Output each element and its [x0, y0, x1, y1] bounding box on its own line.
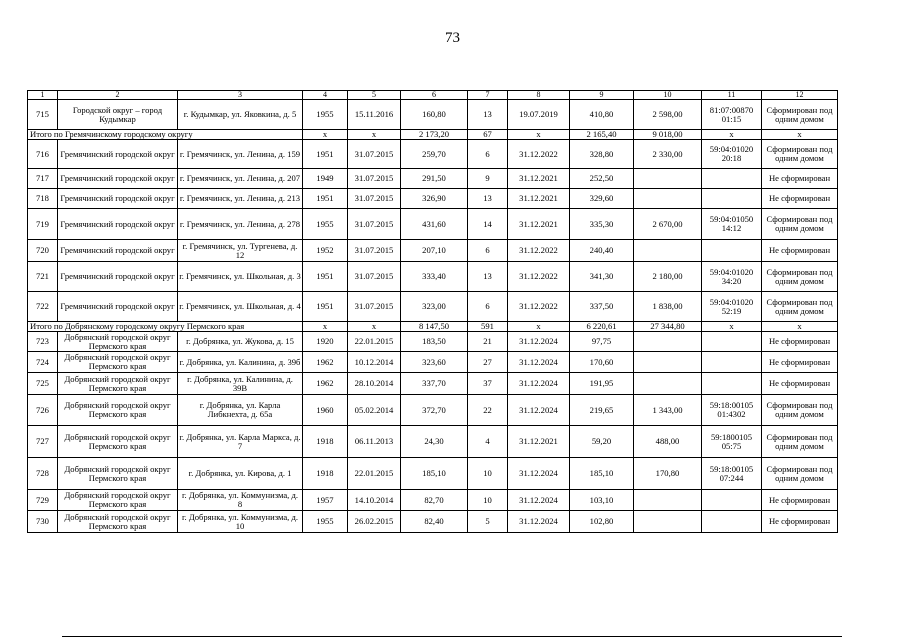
table-cell: 67 — [468, 130, 508, 140]
table-cell: 31.12.2022 — [508, 140, 570, 169]
table-cell — [702, 240, 762, 262]
table-cell: 06.11.2013 — [348, 426, 401, 458]
table-cell — [702, 352, 762, 373]
table-cell: x — [762, 130, 838, 140]
table-cell: 10.12.2014 — [348, 352, 401, 373]
column-number-row — [28, 91, 838, 100]
table-cell: 103,10 — [570, 490, 634, 511]
table-cell — [634, 189, 702, 209]
table-cell: г. Добрянка, ул. Карла Маркса, д. 7 — [178, 426, 303, 458]
table-cell: 31.12.2022 — [508, 240, 570, 262]
table-cell: 9 018,00 — [634, 130, 702, 140]
column-number: 4 — [303, 91, 348, 100]
table-cell — [634, 511, 702, 533]
table-cell: 720 — [28, 240, 58, 262]
table-cell: г. Гремячинск, ул. Школьная, д. 4 — [178, 292, 303, 322]
table-cell: 13 — [468, 189, 508, 209]
table-cell: 1951 — [303, 189, 348, 209]
table-cell: 5 — [468, 511, 508, 533]
table-cell: 719 — [28, 209, 58, 240]
table-cell: 2 598,00 — [634, 100, 702, 130]
column-number: 7 — [468, 91, 508, 100]
table-cell: Добрянский городской округ Пермского края — [58, 395, 178, 426]
table-cell: 1962 — [303, 373, 348, 395]
table-cell — [634, 373, 702, 395]
table-cell: 27 — [468, 352, 508, 373]
table-cell: 333,40 — [401, 262, 468, 292]
table-cell: 1955 — [303, 209, 348, 240]
table-cell: 716 — [28, 140, 58, 169]
table-cell: 6 — [468, 240, 508, 262]
table-row — [28, 209, 838, 240]
table-cell: 725 — [28, 373, 58, 395]
table-cell: 59:04:01050 14:12 — [702, 209, 762, 240]
table-cell: 372,70 — [401, 395, 468, 426]
table-row — [28, 490, 838, 511]
table-cell: г. Гремячинск, ул. Ленина, д. 207 — [178, 169, 303, 189]
table-cell: Сформирован под одним домом — [762, 140, 838, 169]
table-cell: 715 — [28, 100, 58, 130]
table-cell: 59,20 — [570, 426, 634, 458]
table-cell: Не сформирован — [762, 189, 838, 209]
table-cell: 337,70 — [401, 373, 468, 395]
table-cell: 2 165,40 — [570, 130, 634, 140]
table-cell — [634, 169, 702, 189]
table-body — [28, 91, 838, 533]
table-cell: Не сформирован — [762, 332, 838, 352]
table-cell: 259,70 — [401, 140, 468, 169]
column-number: 6 — [401, 91, 468, 100]
table-row — [28, 395, 838, 426]
table-cell: 31.07.2015 — [348, 209, 401, 240]
table-cell: г. Гремячинск, ул. Школьная, д. 3 — [178, 262, 303, 292]
table-cell: 717 — [28, 169, 58, 189]
table-cell: 31.12.2024 — [508, 395, 570, 426]
table-cell: 219,65 — [570, 395, 634, 426]
column-number: 11 — [702, 91, 762, 100]
column-number: 5 — [348, 91, 401, 100]
table-cell: 1951 — [303, 262, 348, 292]
table-cell: 31.07.2015 — [348, 262, 401, 292]
table-cell: 22.01.2015 — [348, 458, 401, 490]
table-cell: 191,95 — [570, 373, 634, 395]
table-cell: 4 — [468, 426, 508, 458]
table-cell: Добрянский городской округ Пермского края — [58, 458, 178, 490]
table-cell: 31.07.2015 — [348, 292, 401, 322]
table-cell: 1 343,00 — [634, 395, 702, 426]
table-cell: 10 — [468, 490, 508, 511]
table-cell: 21 — [468, 332, 508, 352]
table-cell: 59:04:01020 52:19 — [702, 292, 762, 322]
table-cell: г. Добрянка, ул. Карла Либкнехта, д. 65а — [178, 395, 303, 426]
table-cell: 31.12.2024 — [508, 458, 570, 490]
table-cell: г. Кудымкар, ул. Яковкина, д. 5 — [178, 100, 303, 130]
table-cell: x — [348, 322, 401, 332]
table-row — [28, 240, 838, 262]
table-cell: 59:18:00105 07:244 — [702, 458, 762, 490]
table-cell: Сформирован под одним домом — [762, 395, 838, 426]
table-cell: Не сформирован — [762, 511, 838, 533]
table-cell: 170,60 — [570, 352, 634, 373]
table-cell: 31.12.2022 — [508, 262, 570, 292]
table-cell: x — [702, 322, 762, 332]
table-cell: 28.10.2014 — [348, 373, 401, 395]
table-cell: 31.12.2024 — [508, 511, 570, 533]
table-cell: 726 — [28, 395, 58, 426]
table-cell: 326,90 — [401, 189, 468, 209]
table-cell: 341,30 — [570, 262, 634, 292]
table-cell: 410,80 — [570, 100, 634, 130]
subtotal-label: Итого по Гремячинскому городскому округу — [28, 130, 303, 140]
table-cell: 591 — [468, 322, 508, 332]
table-cell: 14 — [468, 209, 508, 240]
table-cell: 31.12.2022 — [508, 292, 570, 322]
table-cell: Сформирован под одним домом — [762, 100, 838, 130]
table-cell: 59:04:01020 34:20 — [702, 262, 762, 292]
table-cell — [702, 511, 762, 533]
table-cell: 37 — [468, 373, 508, 395]
table-cell: 1951 — [303, 292, 348, 322]
table-cell: 102,80 — [570, 511, 634, 533]
column-number: 12 — [762, 91, 838, 100]
table-cell: 240,40 — [570, 240, 634, 262]
table-cell: 291,50 — [401, 169, 468, 189]
table-cell: 729 — [28, 490, 58, 511]
table-cell: 1957 — [303, 490, 348, 511]
table-cell: 59:1800105 05:75 — [702, 426, 762, 458]
table-cell: г. Добрянка, ул. Жукова, д. 15 — [178, 332, 303, 352]
table-cell: Сформирован под одним домом — [762, 458, 838, 490]
table-cell: Гремячинский городской округ — [58, 209, 178, 240]
table-cell: 329,60 — [570, 189, 634, 209]
table-cell: 27 344,80 — [634, 322, 702, 332]
table-cell: 13 — [468, 262, 508, 292]
table-cell: 183,50 — [401, 332, 468, 352]
table-cell: г. Добрянка, ул. Коммунизма, д. 10 — [178, 511, 303, 533]
table-cell: 252,50 — [570, 169, 634, 189]
table-cell: 22 — [468, 395, 508, 426]
table-cell: 22.01.2015 — [348, 332, 401, 352]
table-cell: x — [508, 130, 570, 140]
table-cell: Добрянский городской округ Пермского края — [58, 490, 178, 511]
table-cell — [634, 332, 702, 352]
table-cell: г. Добрянка, ул. Кирова, д. 1 — [178, 458, 303, 490]
column-number: 10 — [634, 91, 702, 100]
table-cell: x — [303, 130, 348, 140]
table-cell: Гремячинский городской округ — [58, 262, 178, 292]
table-cell: Не сформирован — [762, 169, 838, 189]
table-cell: 31.07.2015 — [348, 140, 401, 169]
table-cell: Добрянский городской округ Пермского края — [58, 332, 178, 352]
table-cell: 19.07.2019 — [508, 100, 570, 130]
table-cell: Гремячинский городской округ — [58, 140, 178, 169]
table-cell: 15.11.2016 — [348, 100, 401, 130]
table-row — [28, 262, 838, 292]
table-cell: 82,70 — [401, 490, 468, 511]
table-cell: Сформирован под одним домом — [762, 209, 838, 240]
table-cell: 9 — [468, 169, 508, 189]
table-cell: г. Добрянка, ул. Калинина, д. 39В — [178, 373, 303, 395]
table-cell: 6 — [468, 140, 508, 169]
table-cell: 05.02.2014 — [348, 395, 401, 426]
table-cell: 170,80 — [634, 458, 702, 490]
table-cell: 488,00 — [634, 426, 702, 458]
table-cell — [702, 373, 762, 395]
table-cell: 323,00 — [401, 292, 468, 322]
table-cell: 335,30 — [570, 209, 634, 240]
table-row — [28, 140, 838, 169]
table-cell: г. Гремячинск, ул. Ленина, д. 159 — [178, 140, 303, 169]
table-cell: 31.07.2015 — [348, 169, 401, 189]
table-row — [28, 189, 838, 209]
table-cell: 97,75 — [570, 332, 634, 352]
table-cell: 81:07:00870 01:15 — [702, 100, 762, 130]
table-cell: 185,10 — [401, 458, 468, 490]
table-cell — [702, 189, 762, 209]
table-cell: Не сформирован — [762, 352, 838, 373]
column-number: 3 — [178, 91, 303, 100]
column-number: 2 — [58, 91, 178, 100]
table-cell: Не сформирован — [762, 240, 838, 262]
table-cell: 1918 — [303, 458, 348, 490]
table-cell: 26.02.2015 — [348, 511, 401, 533]
table-cell: 2 180,00 — [634, 262, 702, 292]
table-cell: 82,40 — [401, 511, 468, 533]
table-cell: Гремячинский городской округ — [58, 169, 178, 189]
table-cell: Городской округ – город Кудымкар — [58, 100, 178, 130]
table-cell: 59:18:00105 01:4302 — [702, 395, 762, 426]
table-cell: 721 — [28, 262, 58, 292]
table-cell: 10 — [468, 458, 508, 490]
table-row — [28, 352, 838, 373]
table-cell: Добрянский городской округ Пермского края — [58, 426, 178, 458]
table-cell: 1962 — [303, 352, 348, 373]
table-cell: 1 838,00 — [634, 292, 702, 322]
table-cell: 8 147,50 — [401, 322, 468, 332]
table-cell — [702, 332, 762, 352]
table-cell: 727 — [28, 426, 58, 458]
table-cell: Не сформирован — [762, 490, 838, 511]
subtotal-label: Итого по Добрянскому городскому округу Пермского края — [28, 322, 303, 332]
table-cell: Добрянский городской округ Пермского края — [58, 373, 178, 395]
table-row — [28, 458, 838, 490]
table-cell: Сформирован под одним домом — [762, 262, 838, 292]
table-cell: 1952 — [303, 240, 348, 262]
table-cell — [702, 169, 762, 189]
table-cell: 723 — [28, 332, 58, 352]
table-cell: 337,50 — [570, 292, 634, 322]
table-cell: Добрянский городской округ Пермского края — [58, 352, 178, 373]
table-cell: 13 — [468, 100, 508, 130]
table-cell: 31.12.2024 — [508, 332, 570, 352]
table-cell: 31.12.2021 — [508, 189, 570, 209]
table-cell: 1949 — [303, 169, 348, 189]
table-cell: 1955 — [303, 100, 348, 130]
table-cell: 31.12.2021 — [508, 209, 570, 240]
table-cell: 724 — [28, 352, 58, 373]
table-cell: 24,30 — [401, 426, 468, 458]
table-cell: 722 — [28, 292, 58, 322]
table-cell: 431,60 — [401, 209, 468, 240]
column-number: 8 — [508, 91, 570, 100]
bottom-rule — [62, 636, 842, 637]
table-cell: 328,80 — [570, 140, 634, 169]
table-cell: 160,80 — [401, 100, 468, 130]
table-cell: 6 — [468, 292, 508, 322]
table-cell: x — [508, 322, 570, 332]
table-cell: 14.10.2014 — [348, 490, 401, 511]
table-cell: 730 — [28, 511, 58, 533]
table-cell: г. Добрянка, ул. Коммунизма, д. 8 — [178, 490, 303, 511]
table-row — [28, 169, 838, 189]
table-cell: 31.12.2021 — [508, 169, 570, 189]
table-cell: Сформирован под одним домом — [762, 426, 838, 458]
table-cell: x — [303, 322, 348, 332]
table-cell: г. Гремячинск, ул. Тургенева, д. 12 — [178, 240, 303, 262]
table-cell: Гремячинский городской округ — [58, 189, 178, 209]
table-cell: 728 — [28, 458, 58, 490]
table-cell: 59:04:01020 20:18 — [702, 140, 762, 169]
table-cell — [634, 490, 702, 511]
housing-registry-table — [27, 90, 838, 533]
table-cell: x — [348, 130, 401, 140]
subtotal-row — [28, 130, 838, 140]
table-cell: 31.07.2015 — [348, 189, 401, 209]
table-row — [28, 511, 838, 533]
table-cell: 207,10 — [401, 240, 468, 262]
table-cell: 6 220,61 — [570, 322, 634, 332]
table-row — [28, 100, 838, 130]
table-cell: Гремячинский городской округ — [58, 240, 178, 262]
table-cell: Сформирован под одним домом — [762, 292, 838, 322]
table-row — [28, 292, 838, 322]
table-cell: г. Гремячинск, ул. Ленина, д. 213 — [178, 189, 303, 209]
table-row — [28, 426, 838, 458]
table-cell — [702, 490, 762, 511]
table-cell: 1951 — [303, 140, 348, 169]
table-cell: x — [762, 322, 838, 332]
table-cell — [634, 352, 702, 373]
table-cell: Гремячинский городской округ — [58, 292, 178, 322]
table-cell: г. Добрянка, ул. Калинина, д. 39б — [178, 352, 303, 373]
page-number: 73 — [445, 30, 460, 46]
table-cell: 1918 — [303, 426, 348, 458]
table-cell: 323,60 — [401, 352, 468, 373]
column-number: 9 — [570, 91, 634, 100]
table-cell: 2 670,00 — [634, 209, 702, 240]
table-cell: 31.07.2015 — [348, 240, 401, 262]
table-cell: 1920 — [303, 332, 348, 352]
table-row — [28, 332, 838, 352]
table-cell — [634, 240, 702, 262]
table-cell: Добрянский городской округ Пермского края — [58, 511, 178, 533]
table-row — [28, 373, 838, 395]
table-cell: 31.12.2024 — [508, 352, 570, 373]
table-cell: г. Гремячинск, ул. Ленина, д. 278 — [178, 209, 303, 240]
table-cell: Не сформирован — [762, 373, 838, 395]
table-cell: 2 173,20 — [401, 130, 468, 140]
table-cell: 185,10 — [570, 458, 634, 490]
table-cell: 31.12.2024 — [508, 373, 570, 395]
table-cell: x — [702, 130, 762, 140]
table-cell: 31.12.2024 — [508, 490, 570, 511]
column-number: 1 — [28, 91, 58, 100]
table-cell: 2 330,00 — [634, 140, 702, 169]
table-cell: 1955 — [303, 511, 348, 533]
table-cell: 718 — [28, 189, 58, 209]
subtotal-row — [28, 322, 838, 332]
table-cell: 31.12.2021 — [508, 426, 570, 458]
table-cell: 1960 — [303, 395, 348, 426]
